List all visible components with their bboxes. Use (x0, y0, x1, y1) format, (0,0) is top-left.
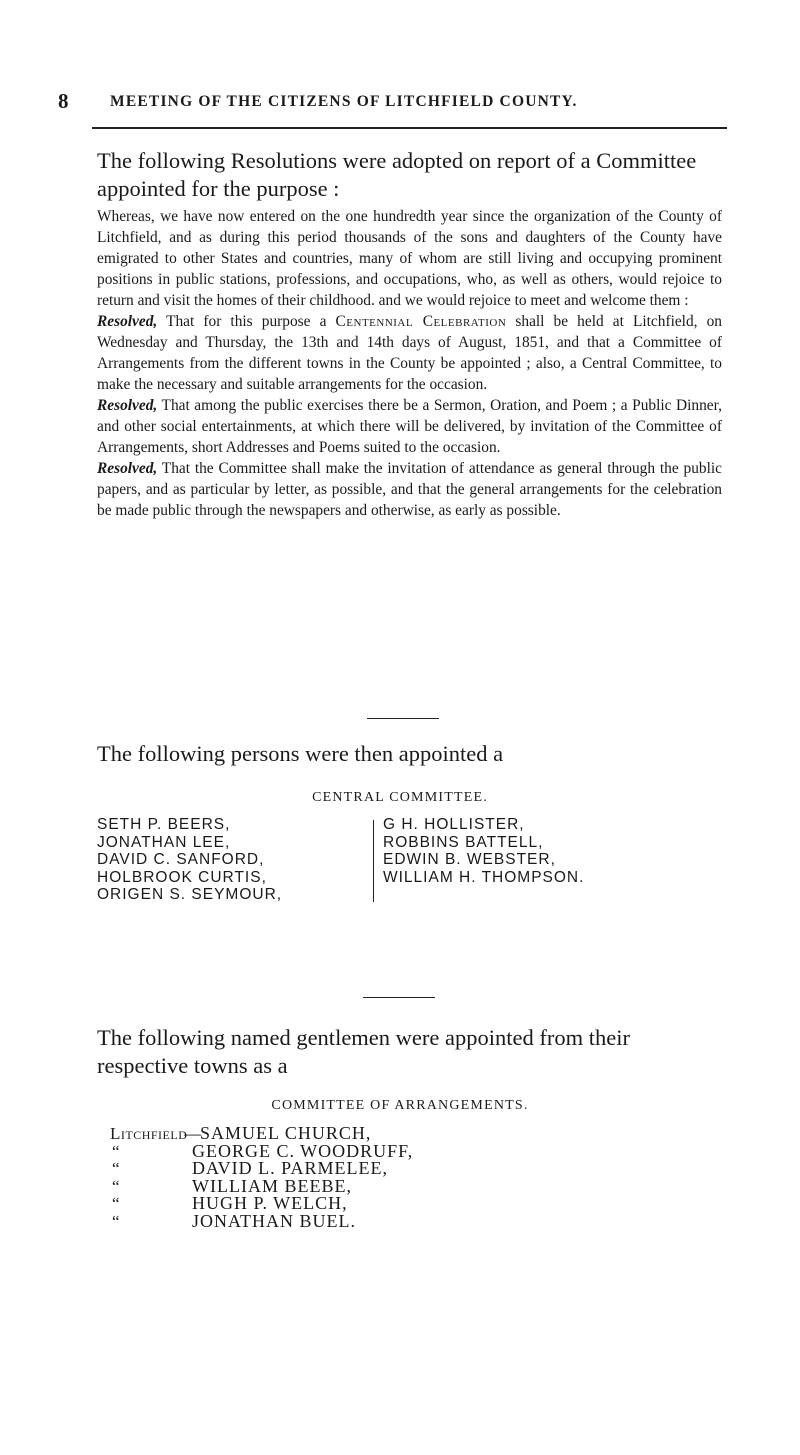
resolutions-body (97, 206, 722, 521)
resolution-3-text: That the Committee shall make the invitation of attendance as general through the public papers, and as particular by letter, as possible, and that the general arrangements for the celebration be made public through the newspapers and otherwise, as early as possible. (97, 460, 722, 519)
town-name: Litchfield (110, 1124, 188, 1143)
list-item (110, 1125, 710, 1143)
dash: — (184, 1124, 201, 1143)
arrangements-heading: COMMITTEE OF ARRANGEMENTS. (271, 1098, 529, 1113)
whereas-paragraph: Whereas, we have now entered on the one hundredth year since the organization of the County of Litchfield, and as during this period thousands of the sons and daughters of the County have emigrated to other States and countries, many of whom are still living and occupying prominent positions in public stations, professions, and occupations, who, as well as others, would rejoice to return and visit the homes of their childhood. and we would rejoice to meet and welcome them : (97, 208, 722, 309)
committee-member: WILLIAM BEEBE, (192, 1175, 352, 1196)
central-committee-intro: The following persons were then appointed a (97, 741, 504, 766)
arrangements-list (110, 1125, 710, 1230)
ditto-mark: “ (112, 1159, 120, 1178)
member-name: G H. HOLLISTER, (383, 816, 525, 833)
resolutions-intro: The following Resolutions were adopted on report of a Committee appointed for the purpose : (97, 148, 697, 201)
list-item (110, 1195, 710, 1213)
page-number: 8 (58, 89, 69, 113)
resolution-1-text-a: That for this purpose a (157, 313, 336, 330)
resolution-2 (97, 395, 722, 458)
list-item (110, 1160, 710, 1178)
running-head: MEETING OF THE CITIZENS OF LITCHFIELD COUNTY. (110, 93, 578, 110)
member-name: JONATHAN LEE, (97, 833, 231, 851)
section-divider (363, 997, 435, 998)
ditto-mark: “ (112, 1194, 120, 1213)
ditto-mark: “ (112, 1211, 120, 1231)
arrangements-intro: The following named gentlemen were appointed from their respective towns as a (97, 1025, 630, 1078)
centennial-celebration: Centennial Celebration (335, 313, 507, 330)
members-right-column (383, 816, 718, 886)
committee-member: DAVID L. PARMELEE, (192, 1158, 389, 1178)
resolution-3 (97, 458, 722, 521)
committee-member: SAMUEL CHURCH, (200, 1123, 372, 1143)
member-name: HOLBROOK CURTIS, (97, 868, 267, 886)
column-divider (373, 820, 374, 902)
resolved-word: Resolved, (97, 313, 158, 330)
committee-member: JONATHAN BUEL. (192, 1210, 356, 1231)
member-name: EDWIN B. WEBSTER, (383, 851, 556, 868)
ditto-mark: “ (112, 1176, 120, 1196)
resolved-word: Resolved, (97, 460, 158, 477)
header-rule (92, 127, 727, 129)
member-name: WILLIAM H. THOMPSON. (383, 868, 585, 886)
member-name: ROBBINS BATTELL, (383, 833, 544, 851)
resolution-1-text-b: shall be held at Litchfield, on Wednesday and Thursday, the 13th and 14th days of August, 1851, and that a Committee of Arrangements from the different towns in the County be appointed ; also, a Central Committee, to make the necessary and suitable arrangements for the occasion. (97, 313, 722, 393)
committee-member: HUGH P. WELCH, (192, 1193, 348, 1213)
resolved-word: Resolved, (97, 397, 158, 414)
section-divider (367, 718, 439, 719)
committee-member: GEORGE C. WOODRUFF, (192, 1140, 414, 1161)
member-name: SETH P. BEERS, (97, 816, 231, 833)
ditto-mark: “ (112, 1141, 120, 1161)
members-left-column (97, 816, 367, 904)
list-item (110, 1210, 710, 1231)
member-name: ORIGEN S. SEYMOUR, (97, 886, 283, 903)
resolution-2-text: That among the public exercises there be a Sermon, Oration, and Poem ; a Public Dinner, and other social entertainments, at which there will be delivered, by invitation of the Committee of Arrangements, short Addresses and Poems suited to the occasion. (97, 397, 722, 456)
central-committee-heading: CENTRAL COMMITTEE. (312, 790, 488, 805)
resolution-1 (97, 311, 722, 395)
member-name: DAVID C. SANFORD, (97, 851, 265, 868)
page-header (58, 89, 733, 111)
